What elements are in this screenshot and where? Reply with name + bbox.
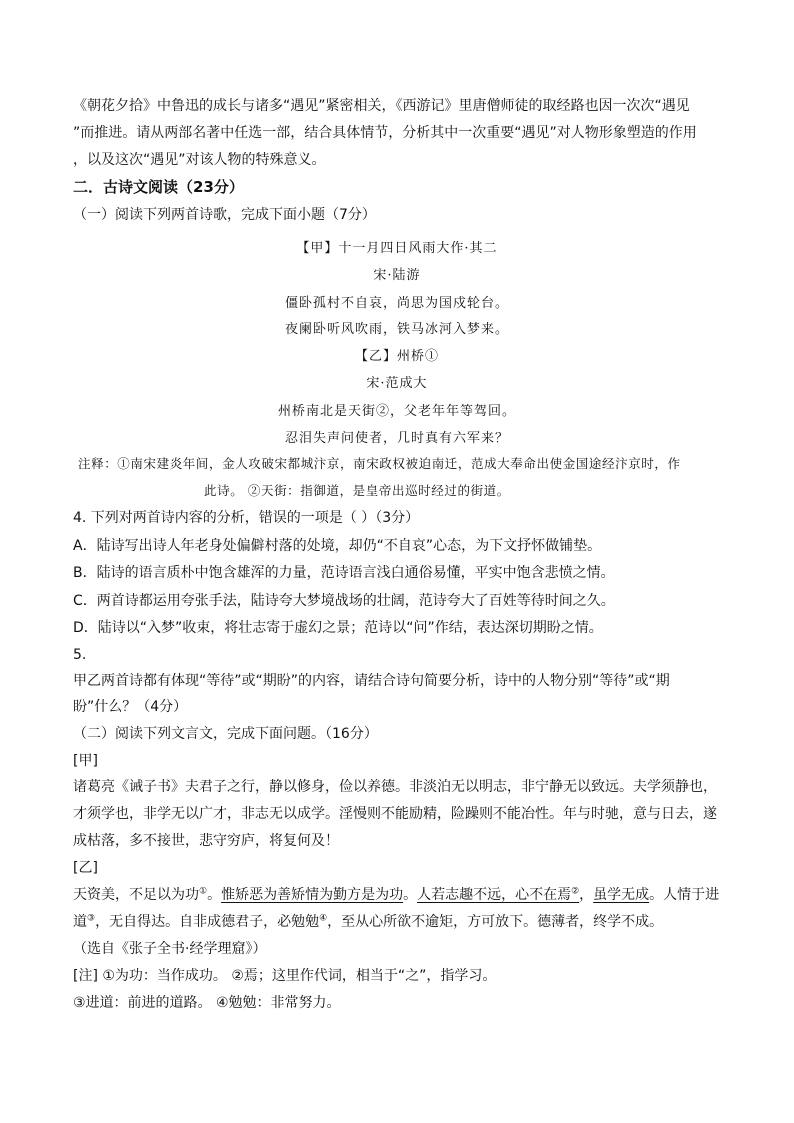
part2-heading: （二）阅读下列文言文，完成下面问题。（16分） <box>73 726 378 742</box>
q5-number: 5. <box>73 647 87 663</box>
jia-text-line-2: 才须学也，非学无以广才，非志无以成学。淫慢则不能励精，险躁则不能冶性。年与时驰，意与日去，遂 <box>73 806 717 822</box>
poem-jia-line-1: 僵卧孤村不自哀，尚思为国戍轮台。 <box>284 296 509 311</box>
yi-text-line-1 <box>73 886 719 904</box>
poem-yi-line-2: 忍泪失声问使者，几时真有六军来？ <box>284 431 509 446</box>
footnote-mark: ③ <box>87 913 96 924</box>
footnote-mark: ④ <box>319 913 328 924</box>
underlined-sentence-1: 惟矫恶为善矫情为勤方是为功 <box>221 887 404 903</box>
poem-yi-author: 宋·范成大 <box>366 376 428 391</box>
poem-note-line-2: 此诗。 ②天街：指御道，是皇帝出巡时经过的街道。 <box>204 483 510 498</box>
underlined-sentence-2: 人若志趣不远，心不在焉② <box>417 886 580 903</box>
notes-line-1: [注] ①为功：当作成功。 ②焉；这里作代词，相当于“之”，指学习。 <box>73 968 497 984</box>
intro-line-1: 《朝花夕拾》中鲁迅的成长与诸多“遇见”紧密相关，《西游记》里唐僧师徒的取经路也因一次次“遇见 <box>73 98 690 114</box>
yi-text: 。 <box>403 887 418 903</box>
intro-line-2: ”而推进。请从两部名著中任选一部，结合具体情节，分析其中一次重要“遇见”对人物形象塑造的作用 <box>73 125 697 141</box>
source-citation: （选自《张子全书·经学理窟》） <box>73 941 267 957</box>
yi-text: ，无自得达。自非成德君子，必勉勉 <box>95 914 320 930</box>
footnote-mark: ② <box>571 886 580 897</box>
jia-label: [甲] <box>73 753 98 769</box>
notes-line-2: ③进道：前进的道路。 ④勉勉：非常努力。 <box>73 995 341 1011</box>
q5-line-2: 盼”什么？（4分） <box>73 699 188 715</box>
yi-text: 。 <box>207 887 222 903</box>
poem-yi-title: 【乙】州桥① <box>354 349 439 364</box>
poem-jia-line-2: 夜阑卧听风吹雨，铁马冰河入梦来。 <box>284 322 509 337</box>
poem-jia-author: 宋·陆游 <box>373 268 421 283</box>
yi-text-line-2 <box>73 913 663 931</box>
underlined-sentence-3: 虽学无成 <box>593 887 650 903</box>
yi-text: 。人情于进 <box>649 887 720 903</box>
q4-option-b: B．陆诗的语言质朴中饱含雄浑的力量，范诗语言浅白通俗易懂，平实中饱含悲愤之情。 <box>73 565 615 581</box>
part1-heading: （一）阅读下列两首诗歌，完成下面小题（7分） <box>73 207 376 223</box>
yi-text: 道 <box>73 914 87 930</box>
section-title: 二．古诗文阅读（23分） <box>73 178 244 196</box>
jia-text-line-3: 成枯落，多不接世，悲守穷庐，将复何及！ <box>73 833 339 849</box>
yi-text: ，至从心所欲不逾矩，方可放下。德薄者，终学不成。 <box>327 914 664 930</box>
yi-text: 天资美，不足以为功 <box>73 887 199 903</box>
footnote-mark: ① <box>199 886 208 897</box>
q4-option-c: C．两首诗都运用夸张手法，陆诗夸大梦境战场的壮阔，范诗夸大了百姓等待时间之久。 <box>73 593 615 609</box>
jia-text-line-1: 诸葛亮《诫子书》夫君子之行，静以修身，俭以养德。非淡泊无以明志，非宁静无以致远。夫学须静也， <box>73 779 717 795</box>
poem-yi-line-1: 州桥南北是天街②，父老年年等驾回。 <box>277 404 516 419</box>
q4-option-d: D．陆诗以“入梦”收束，将壮志寄于虚幻之景；范诗以“问”作结，表达深切期盼之情。 <box>73 620 603 636</box>
poem-note-line-1: 注释：①南宋建炎年间，金人攻破宋都城汴京，南宋政权被迫南迁，范成大奉命出使金国途经汴京时，作 <box>78 456 681 471</box>
yi-text: ， <box>579 887 594 903</box>
poem-jia-title: 【甲】十一月四日风雨大作·其二 <box>296 241 498 256</box>
q4-option-a: A．陆诗写出诗人年老身处偏僻村落的处境，却仍“不自哀”心态，为下文抒怀做铺垫。 <box>73 538 602 554</box>
q4-stem: 4. 下列对两首诗内容的分析，错误的一项是（ ）（3分） <box>73 510 420 526</box>
intro-line-3: ，以及这次“遇见”对该人物的特殊意义。 <box>73 152 326 168</box>
q5-line-1: 甲乙两首诗都有体现“等待”或“期盼”的内容，请结合诗句简要分析，诗中的人物分别“等待”或“期 <box>73 673 670 689</box>
yi-label: [乙] <box>73 860 98 876</box>
